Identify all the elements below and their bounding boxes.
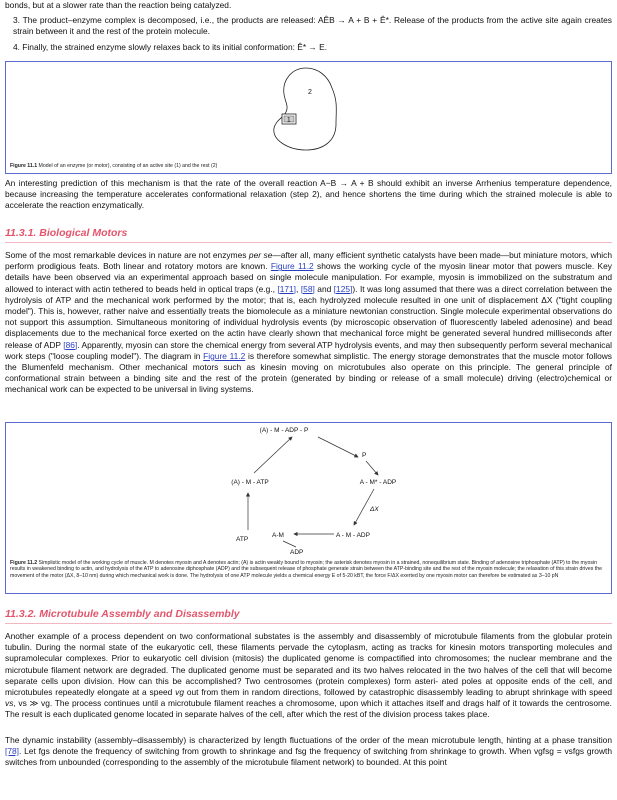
paragraph-motors xyxy=(5,250,612,396)
caption-label: Figure 11.2 xyxy=(10,560,38,566)
adp-branch xyxy=(283,541,296,547)
state-top: (A) - M - ADP - P xyxy=(259,427,309,434)
line-continuation: bonds, but at a slower rate than the reaction being catalyzed. xyxy=(5,0,232,10)
text-run: The dynamic instability (assembly–disassembly) is characterized by length fluctuations of the order of the mean microtubule length, hinting at a phase transition xyxy=(5,735,612,745)
label-adp: ADP xyxy=(290,549,304,556)
text-run: ). It was long assumed that there was a direct correlation between the hydrolysis of ATP and the mechanical work performed by the motor; that is, each hydrolyzed molecule resulted in one unit of displacement ΔX ("tight coupling model"). This is, however, rather naive and essentially treats the biomolecule as a miniature newtonian construction. Single molecule experimental observations do not support this assumption. Simultaneous monitoring of individual hydrolysis events (by microscopic observation of fluorescently labeled adenosine) and bead displacements due to the mechanical force exerted on the actin have clearly shown that mechanical force might be generated several hundred milliseconds after release of ADP xyxy=(5,283,613,350)
figure-link[interactable]: Figure 11.2 xyxy=(203,350,246,361)
text-run: Another example of a process dependent on two conformational substates is the assembly and disassembly of microtubule filaments from the globular protein tubulin. During the normal state of the eukaryotic cell, these filaments pervade the cytoplasm, acting as tracks for kinesin motors transporting molecules and supramolecular complexes. Prior to eukaryotic cell division (mitosis) the duplicated genome is compactified into chromosomes; the nuclear membrane and the microtubule filament network are degraded. The duplicated genome must be separated and its two halves relocated in the two halves of the cell that will become separate cells upon division. How can this be accomplished? Two centrosomes (protein complexes) form asteri- ated poles at opposite ends of the cell, and microtubules repeatedly elongate at a speed xyxy=(5,631,612,698)
state-left: (A) - M - ATP xyxy=(231,479,269,486)
text-run: , xyxy=(296,283,301,294)
paragraph-dynamic-instability xyxy=(5,735,612,769)
list-item-4: 4. Finally, the strained enzyme slowly relaxes back to its initial conformation: Ê* → E. xyxy=(13,41,328,52)
text-run: . Apparently, myosin can store the chemical energy from several ATP hydrolysis events, and may then subsequently perform several mechanical work steps ("loose coupling model"). The diagram in xyxy=(5,339,612,361)
section-rule xyxy=(5,623,612,624)
paragraph-microtubule xyxy=(5,631,612,721)
state-bottom: A - M - ADP xyxy=(336,532,370,539)
caption-text: Simplistic model of the working cycle of muscle. M denotes myosin and A denotes actin; (A) is actin weakly bound to myosin; the asterisk denotes myosin in a strained, nonequilibrium state. Binding of adenosine triphosphate (ATP) to the myosin results in weakened binding to actin, and hydrolysis of the ATP to adenosine diphosphate (ADP) and the subsequent release of phosphate generate strain between the ATP-binding site and the rest of the myosin molecule; the relaxation of this strain drives the movement of the motor (ΔX, 8–10 nm) during which mechanical work is done. The hydrolysis of one ATP molecule yields a chemical energy E of 5-20 kBT, the force F/ΔX exerted by one myosin motor can therefore be estimated as 3–10 pN xyxy=(10,560,603,579)
citation-link[interactable]: [58] xyxy=(300,283,315,294)
paragraph-text: An interesting prediction of this mechanism is that the rate of the overall reaction A−B → A + B should exhibit an inverse Arrhenius temperature dependence, because increasing the temperature accelerates conformational relaxation (step 2), and hence shortens the time during which the strained molecule is able to accelerate the reaction enzymatically. xyxy=(5,178,612,211)
arrow-release-p xyxy=(318,437,358,457)
text-run: shows the working cycle of the myosin linear motor that powers muscle. Key details have been observed via an experimental approach based on single molecule manipulation. For example, myosin is immobilized on the substratum and allowed to interact with actin tethered to beads held in optical traps (e.g., xyxy=(5,261,612,294)
arrow-hydrolysis xyxy=(254,437,292,473)
figure-11-1-caption xyxy=(10,163,607,169)
caption-text: Model of an enzyme (or motor), consisting of an active site (1) and the rest (2) xyxy=(37,163,218,169)
text-run: and xyxy=(314,283,334,294)
top-text xyxy=(5,0,612,53)
text-italic: per se xyxy=(248,250,273,260)
section-rule xyxy=(5,242,612,243)
text-run: Some of the most remarkable devices in nature are not enzymes xyxy=(5,250,249,260)
label-am: A-M xyxy=(272,532,284,539)
enzyme-diagram xyxy=(6,62,611,160)
text-run: —after all, many efficient synthetic catalysts have been made—but miniature motors, which perform prodigious feats. Both linear and rotatory motors are known. xyxy=(5,250,613,272)
citation-link[interactable]: [125] xyxy=(333,283,353,294)
list-item-3: 3. The product–enzyme complex is decomposed, i.e., the products are released: AÊB → A + B + Ê*. Release of the products from the active site again creates strain between it and the rest of the protein molecule. xyxy=(13,15,612,37)
myosin-cycle-diagram xyxy=(6,423,611,558)
text-run: . Let fgs denote the frequency of switching from growth to shrinkage and fsg the frequency of switching from shrinkage to growth. When vgfsg = vsfgs growth switches from unbounded (corresponding to the assembly of the microtubule filament network) to bounded. At this point xyxy=(5,746,612,768)
citation-link[interactable]: [171] xyxy=(277,283,297,294)
text-run: is therefore somewhat simplistic. The energy storage demonstrates that the muscle motor follows the Blumenfeld mechanism. Other mechanical motors such as kinesin moving on microtubules also operate on this principle. The general principle of conformational strain between a binding site and the rest of the protein (generated by binding or release of a small molecule) driving (electro)chemical or mechanical work can be expected to be universal in living systems. xyxy=(5,350,612,395)
text-run: , vs ≫ vg. The process continues until a microtubule filament reaches a chromosome, upon which it attaches itself and drags half of it towards the centrosome. The result is each duplicated genome located in separate halves of the cell, after which the rest of the division process takes place. xyxy=(5,698,612,720)
symbol-vs: vs xyxy=(5,698,14,709)
caption-label: Figure 11.1 xyxy=(10,163,38,169)
arrow-to-strained xyxy=(366,461,378,475)
figure-11-1 xyxy=(5,61,612,174)
figure-link[interactable]: Figure 11.2 xyxy=(270,261,314,272)
figure-11-2 xyxy=(5,422,612,594)
active-site-label: 1 xyxy=(287,116,291,124)
symbol-vg: vg xyxy=(175,687,185,698)
text-run: out from them in random directions, followed by catastrophic disassembly leading to abrupt shrinkage with speed xyxy=(184,687,612,698)
rest-label: 2 xyxy=(308,89,312,96)
paragraph-arrhenius xyxy=(5,178,612,212)
state-right: A - M* - ADP xyxy=(359,479,397,486)
label-p: P xyxy=(362,452,367,459)
figure-11-2-caption xyxy=(10,560,607,579)
section-heading-microtubule: 11.3.2. Microtubule Assembly and Disassembly xyxy=(5,608,240,620)
citation-link[interactable]: [86] xyxy=(63,339,78,350)
protein-outline xyxy=(274,68,336,150)
citation-link[interactable]: [78] xyxy=(5,746,19,757)
label-atp: ATP xyxy=(236,536,249,543)
section-heading-biological-motors: 11.3.1. Biological Motors xyxy=(5,227,128,239)
label-dx: ΔX xyxy=(370,506,379,513)
